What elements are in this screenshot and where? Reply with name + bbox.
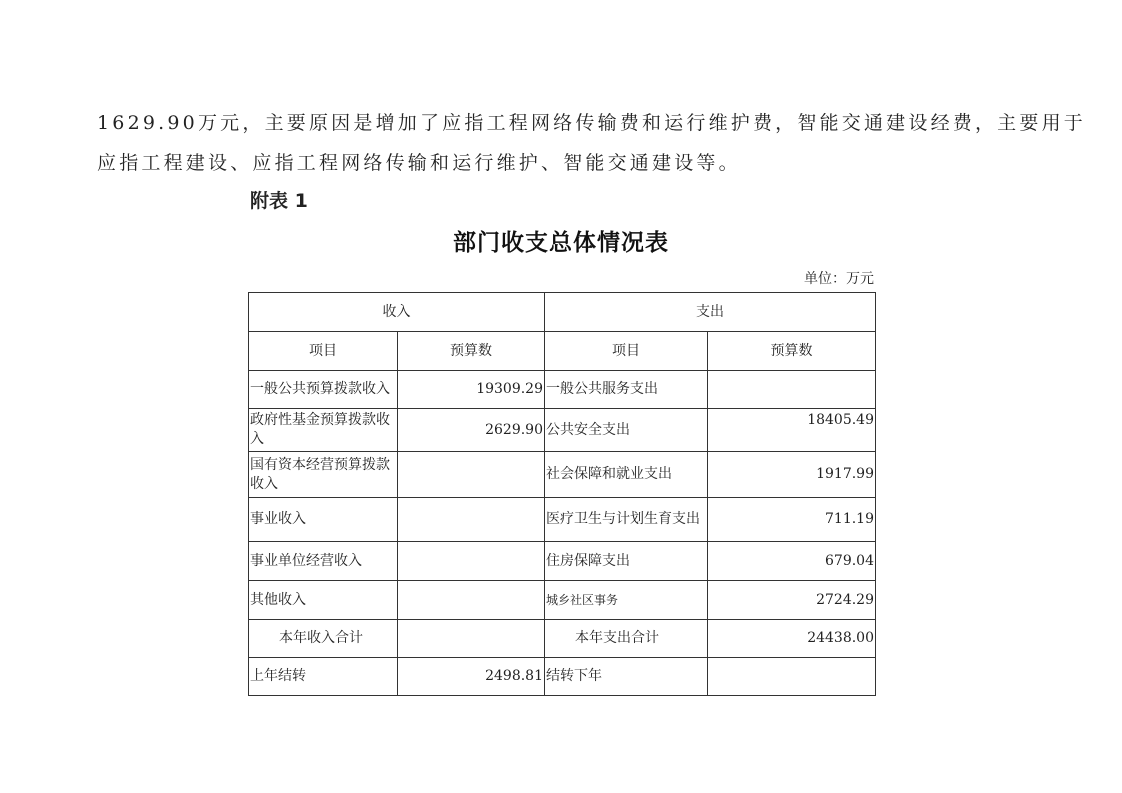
unit-label: 单位：万元 bbox=[804, 271, 874, 287]
expenditure-item: 城乡社区事务 bbox=[545, 581, 708, 620]
expenditure-item: 住房保障支出 bbox=[545, 542, 708, 581]
table-row bbox=[249, 409, 876, 452]
table-row bbox=[249, 498, 876, 542]
income-amount bbox=[398, 452, 545, 498]
expenditure-item: 医疗卫生与计划生育支出 bbox=[545, 498, 708, 542]
expenditure-item: 社会保障和就业支出 bbox=[545, 452, 708, 498]
income-group-header: 收入 bbox=[249, 293, 545, 332]
income-item: 一般公共预算拨款收入 bbox=[249, 371, 398, 409]
table-row bbox=[249, 581, 876, 620]
paragraph-line-1: 1629.90万元，主要原因是增加了应指工程网络传输费和运行维护费，智能交通建设经费，主要用于 bbox=[97, 112, 1086, 134]
income-amount: 19309.29 bbox=[398, 371, 545, 409]
table-title: 部门收支总体情况表 bbox=[453, 229, 669, 256]
expenditure-total-label: 本年支出合计 bbox=[545, 620, 708, 658]
expenditure-item: 公共安全支出 bbox=[545, 409, 708, 452]
income-total-amount bbox=[398, 620, 545, 658]
income-amount bbox=[398, 498, 545, 542]
income-amount-header: 预算数 bbox=[398, 332, 545, 371]
expenditure-amount bbox=[708, 371, 876, 409]
expenditure-item-header: 项目 bbox=[545, 332, 708, 371]
expenditure-amount: 1917.99 bbox=[708, 452, 876, 498]
income-item: 事业收入 bbox=[249, 498, 398, 542]
income-total-label: 本年收入合计 bbox=[249, 620, 398, 658]
expenditure-amount: 18405.49 bbox=[708, 409, 876, 452]
income-amount bbox=[398, 581, 545, 620]
appendix-label: 附表 1 bbox=[250, 190, 308, 212]
income-item: 政府性基金预算拨款收入 bbox=[249, 409, 398, 452]
table-row bbox=[249, 452, 876, 498]
income-item: 其他收入 bbox=[249, 581, 398, 620]
budget-table bbox=[248, 292, 876, 696]
totals-row bbox=[249, 620, 876, 658]
paragraph-line-2: 应指工程建设、应指工程网络传输和运行维护、智能交通建设等。 bbox=[97, 152, 741, 174]
expenditure-amount: 711.19 bbox=[708, 498, 876, 542]
income-amount bbox=[398, 542, 545, 581]
expenditure-amount: 679.04 bbox=[708, 542, 876, 581]
income-item-header: 项目 bbox=[249, 332, 398, 371]
income-item: 上年结转 bbox=[249, 658, 398, 696]
income-item: 国有资本经营预算拨款收入 bbox=[249, 452, 398, 498]
table-row bbox=[249, 542, 876, 581]
expenditure-total-amount: 24438.00 bbox=[708, 620, 876, 658]
income-item: 事业单位经营收入 bbox=[249, 542, 398, 581]
expenditure-item: 结转下年 bbox=[545, 658, 708, 696]
expenditure-item: 一般公共服务支出 bbox=[545, 371, 708, 409]
expenditure-amount bbox=[708, 658, 876, 696]
carryover-row bbox=[249, 658, 876, 696]
group-header-row bbox=[249, 293, 876, 332]
column-header-row bbox=[249, 332, 876, 371]
table-row bbox=[249, 371, 876, 409]
expenditure-group-header: 支出 bbox=[545, 293, 876, 332]
income-amount: 2629.90 bbox=[398, 409, 545, 452]
expenditure-amount: 2724.29 bbox=[708, 581, 876, 620]
income-amount: 2498.81 bbox=[398, 658, 545, 696]
expenditure-amount-header: 预算数 bbox=[708, 332, 876, 371]
